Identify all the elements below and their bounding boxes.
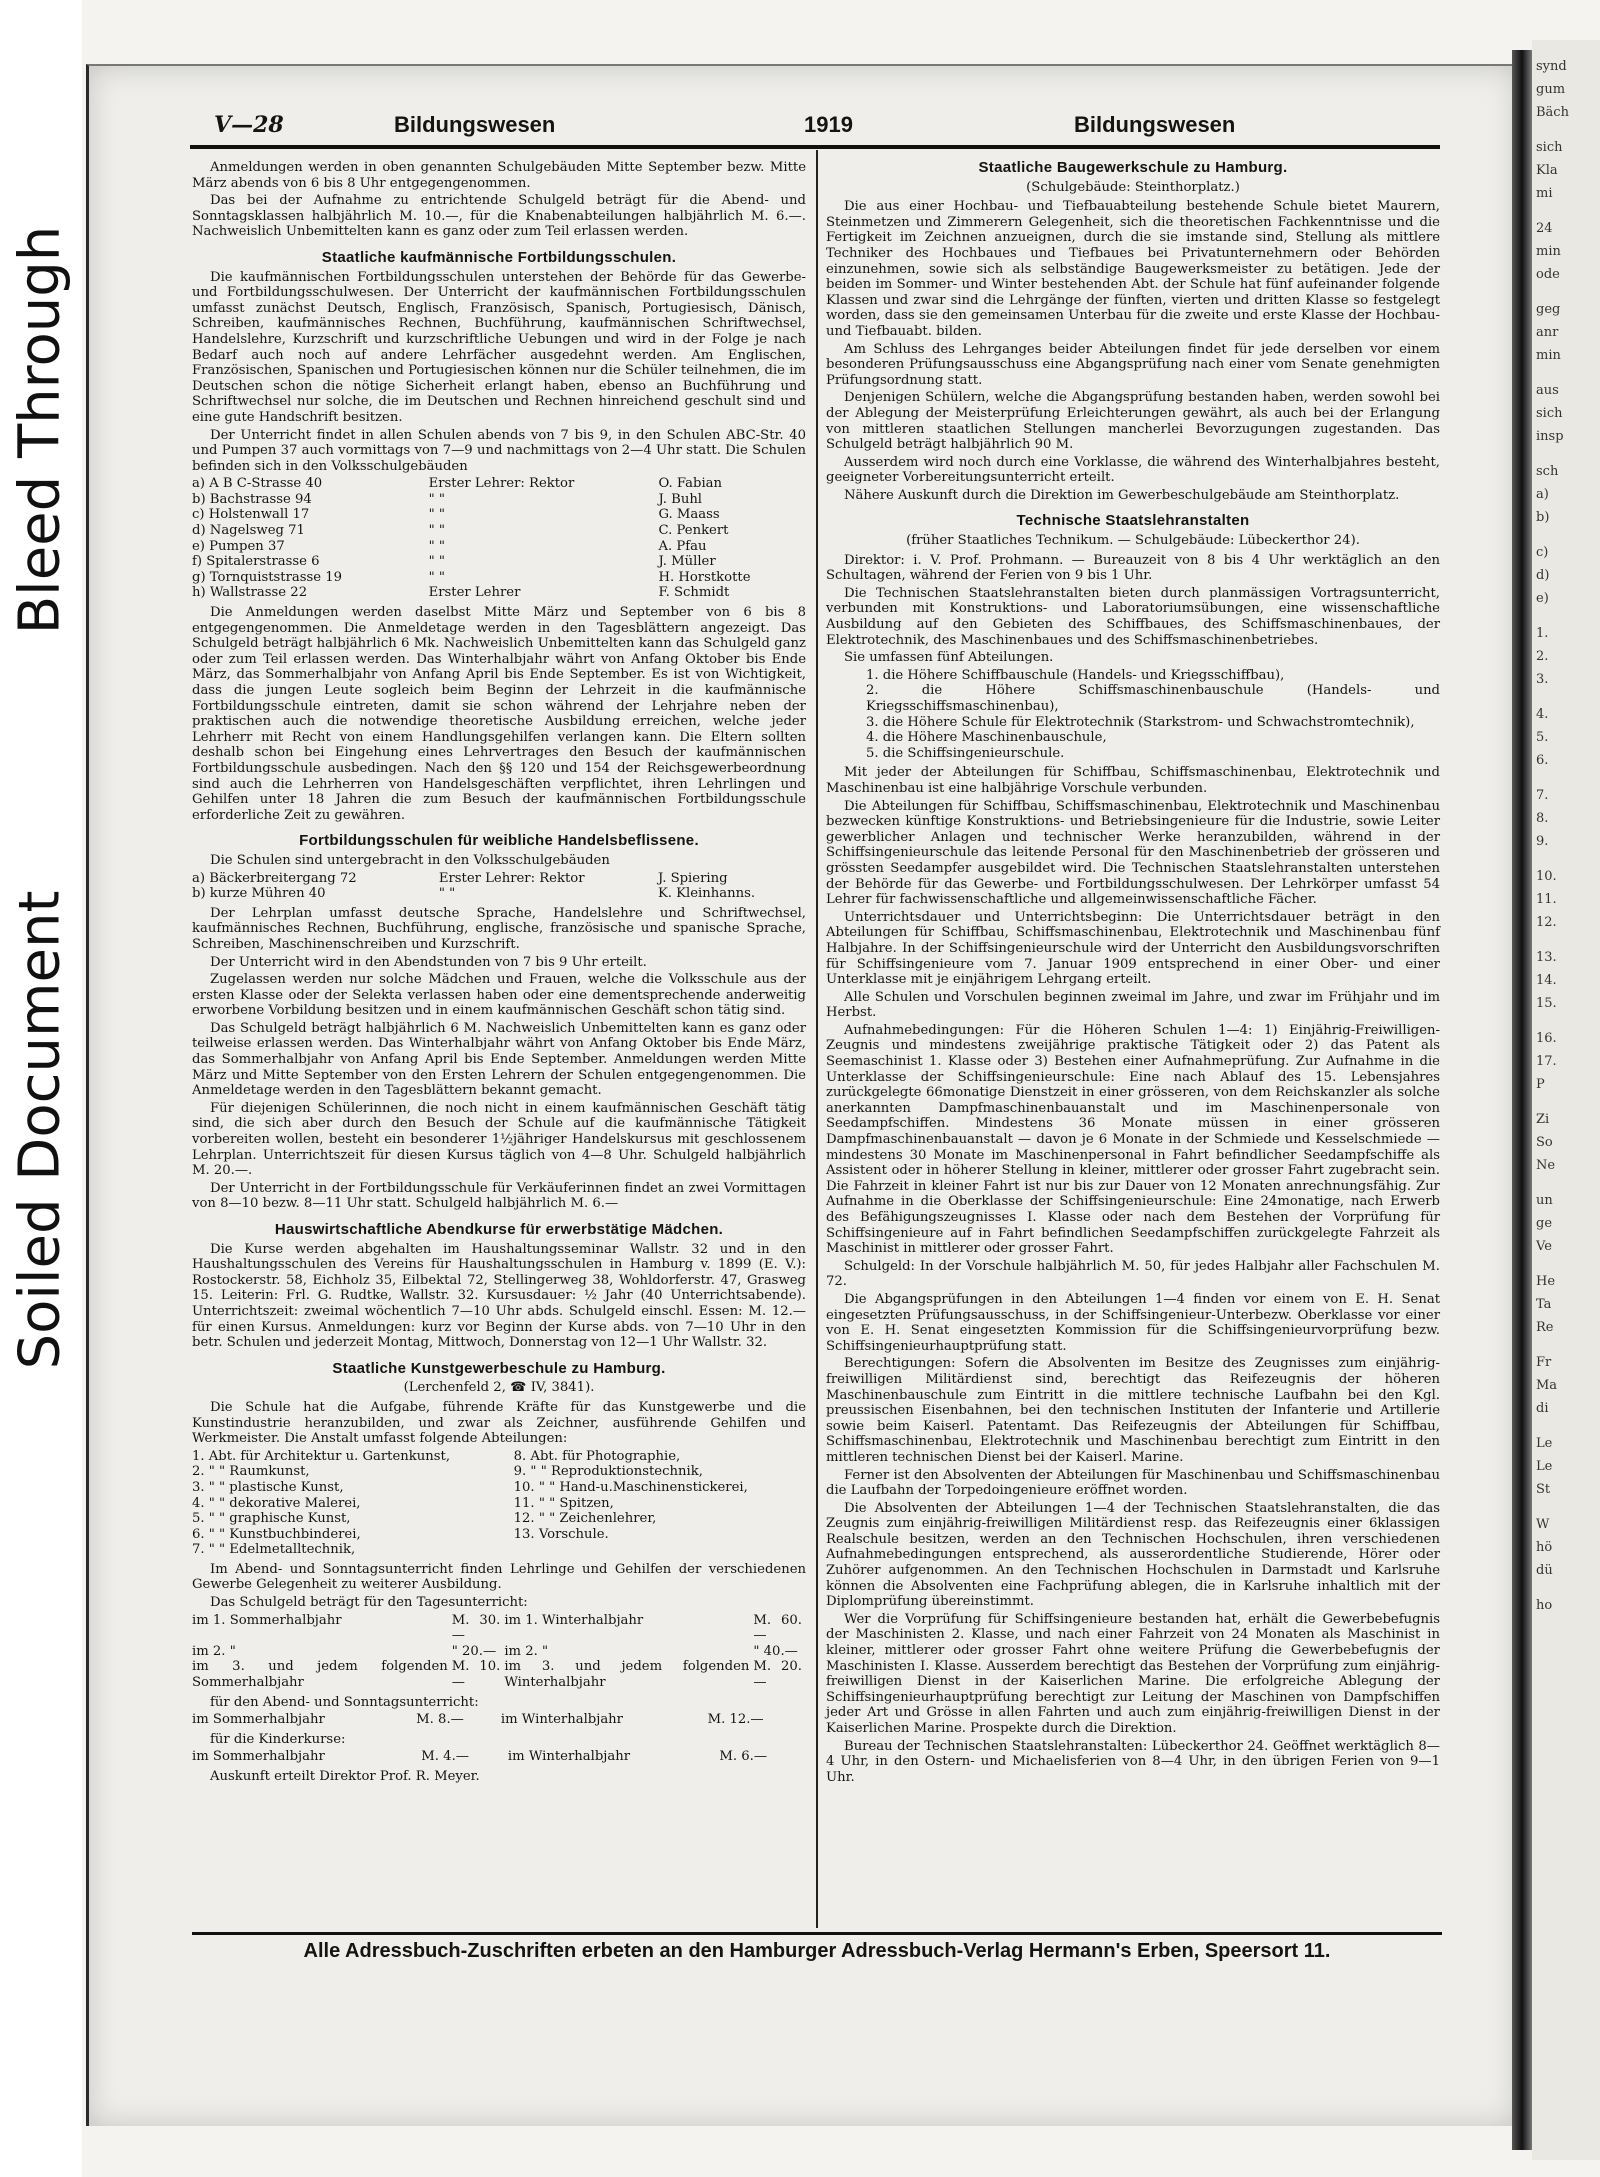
- table-cell: 1. Abt. für Architektur u. Gartenkunst,: [192, 1448, 451, 1464]
- section-title-hauswirtschaft: Hauswirtschaftliche Abendkurse für erwerbstätige Mädchen.: [274, 1221, 724, 1238]
- tech-paragraph: Ferner ist den Absolventen der Abteilungen für Maschinenbau und Schiffsmaschinenbau die Laufbahn der Torpedoingenieure eröffnet worden.: [826, 1467, 1440, 1499]
- stamp-bleed-through: Bleed Through: [7, 225, 73, 635]
- fees-kinder-title: für die Kinderkurse:: [210, 1731, 346, 1747]
- bleed-fragment: Ve: [1536, 1239, 1552, 1254]
- table-cell: 7. " " Edelmetalltechnik,: [192, 1542, 356, 1558]
- bleed-fragment: W: [1536, 1517, 1550, 1532]
- table-cell: b) kurze Mühren 40: [192, 886, 326, 902]
- table-row: [192, 1511, 806, 1527]
- table-cell: F. Schmidt: [658, 585, 730, 601]
- table-row: [192, 1464, 806, 1480]
- list-item: 2. die Höhere Schiffsmaschinenbauschule (Handels- und Kriegsschiffsmaschinenbau),: [866, 683, 1440, 714]
- bleed-fragment: ge: [1536, 1216, 1553, 1231]
- list-item: 4. die Höhere Maschinenbauschule,: [866, 730, 1107, 746]
- bleed-fragment: anr: [1536, 325, 1559, 340]
- tech-list-intro: Sie umfassen fünf Abteilungen.: [844, 650, 1054, 666]
- tech-paragraph: Alle Schulen und Vorschulen beginnen zweimal im Jahre, und zwar im Frühjahr und im Herbst.: [826, 989, 1440, 1021]
- margin-stamp: [0, 0, 82, 2177]
- tech-abteilungen-list: [866, 668, 1440, 762]
- school-list: [192, 476, 806, 601]
- table-cell: c) Holstenwall 17: [192, 507, 310, 523]
- bleed-fragment: 2.: [1536, 649, 1549, 664]
- kfm-paragraph: Die kaufmännischen Fortbildungsschulen unterstehen der Behörde für das Gewerbe- und Fortbildungsschulwesen. Der Unterricht der kaufmännischen Fortbildungsschulen umfasst zunächst Deutsch, Englisch, Französisch, Spanisch, Portugiesisch, Dänisch, Schreiben, kaufmännisches Rechnen, Buchführung, kaufmännischen Schriftwechsel, Handelslehre, Kurzschrift und kurzschriftliche Uebungen und wird in der Folge je nach Bedarf auch noch auf andere Lehrfächer ausgedehnt werden. Am Englischen, Französischen, Spanischen und Portugiesischen können nur die Schüler teilnehmen, die im Deutschen schon die nötige Sicherheit erlangt haben, ebenso an Buchführung und Schriftwechsel nur solche, die im Deutschen und Rechnen hinreichend geschult sind und eine gute Handschrift besitzen.: [192, 269, 806, 425]
- table-cell: " ": [438, 886, 456, 902]
- table-row: [192, 871, 806, 887]
- bleed-fragment: Le: [1536, 1459, 1553, 1474]
- bleed-fragment: min: [1536, 244, 1561, 259]
- table-cell: A. Pfau: [658, 538, 707, 554]
- bleed-through-neighbour-page: [1532, 40, 1600, 2160]
- bau-paragraph: Am Schluss des Lehrganges beider Abteilungen findet für jede derselben vor einem besonderen Prüfungsausschuss eine Abgangsprüfung nach einer vom Senate genehmigten Prüfungsordnung statt.: [826, 341, 1440, 388]
- table-cell: M. 10.—: [451, 1659, 501, 1691]
- bleed-fragment: dü: [1536, 1563, 1553, 1578]
- table-cell: 5. " " graphische Kunst,: [192, 1511, 351, 1527]
- bleed-fragment: 3.: [1536, 672, 1549, 687]
- table-row: [192, 1613, 806, 1644]
- weibl-paragraph: Der Lehrplan umfasst deutsche Sprache, Handelslehre und Schriftwechsel, kaufmännisches Rechnen, Buchführung, englische, französische und spanische Sprache, Schreiben, Maschinenschreiben und Kurzschrift.: [192, 905, 806, 952]
- table-cell: h) Wallstrasse 22: [192, 585, 308, 601]
- bleed-fragment: 11.: [1536, 892, 1557, 907]
- bleed-fragment: So: [1536, 1135, 1553, 1150]
- bleed-fragment: mi: [1536, 186, 1553, 201]
- table-row: [192, 1659, 806, 1690]
- bleed-fragment: c): [1536, 545, 1549, 560]
- table-cell: 6. " " Kunstbuchbinderei,: [192, 1526, 361, 1542]
- bleed-fragment: gum: [1536, 82, 1566, 97]
- bleed-fragment: ho: [1536, 1598, 1553, 1613]
- bleed-fragment: St: [1536, 1482, 1551, 1497]
- table-cell: d) Nagelsweg 71: [192, 523, 305, 539]
- table-cell: " ": [428, 554, 445, 570]
- section-title-baugewerk: Staatliche Baugewerkschule zu Hamburg.: [978, 159, 1288, 176]
- table-cell: im 1. Winterhalbjahr: [504, 1612, 644, 1628]
- fee-value: M. 6.—: [719, 1749, 768, 1765]
- page-number: V—28: [214, 112, 284, 138]
- page-fold: [1512, 50, 1532, 2150]
- section-title-technische: Technische Staatslehranstalten: [1016, 512, 1250, 530]
- fee-label: im Winterhalbjahr: [500, 1712, 623, 1728]
- weibl-paragraph: Der Unterricht in der Fortbildungsschule für Verkäuferinnen findet an zwei Vormittagen von 8—10 bezw. 8—11 Uhr statt. Schulgeld halbjährlich M. 6.—: [192, 1180, 806, 1212]
- weibl-paragraph: Für diejenigen Schülerinnen, die noch nicht in einem kaufmännischen Geschäft tätig sind, die sich aber durch den Besuch der Schule auf die kaufmännische Tätigkeit vorbereiten wollen, besteht ein besonderer 1½jähriger Handelskursus mit geschlossenem Lehrplan. Unterrichtszeit für diesen Kursus täglich von 4—8 Uhr. Schulgeld halbjährlich M. 20.—.: [192, 1100, 806, 1179]
- list-item: 3. die Höhere Schule für Elektrotechnik (Starkstrom- und Schwachstromtechnik),: [866, 714, 1415, 730]
- table-row: [192, 539, 806, 555]
- table-row: [192, 1644, 806, 1660]
- bleed-fragment: hö: [1536, 1540, 1553, 1555]
- table-cell: Erster Lehrer: Rektor: [438, 870, 585, 886]
- header-right-title: Bildungswesen: [1074, 112, 1236, 137]
- list-item: 1. die Höhere Schiffbauschule (Handels- und Kriegsschiffbau),: [866, 667, 1285, 683]
- table-cell: im 1. Sommerhalbjahr: [192, 1612, 342, 1628]
- table-cell: im 2. ": [504, 1643, 549, 1659]
- fee-value: M. 4.—: [421, 1749, 469, 1765]
- bleed-fragment: 15.: [1536, 996, 1557, 1011]
- bleed-fragment: sich: [1536, 406, 1563, 421]
- table-cell: im 3. und jedem folgenden Sommerhalbjahr: [192, 1659, 448, 1691]
- bleed-fragment: aus: [1536, 383, 1559, 398]
- footer-rule: [192, 1932, 1442, 1935]
- fee-label: im Winterhalbjahr: [507, 1749, 631, 1765]
- tech-paragraph: Berechtigungen: Sofern die Absolventen im Besitze des Zeugnisses zum einjährig-freiwilligen Militärdienst sind, berechtigt das Reifezeugnis der höheren Maschinenbauschule zum Eintritt in die mittlere technische Laufbahn bei den Kgl. preussischen Eisenbahnen, bei den technischen Instituten der Infanterie und Artillerie sowie beim Kaiserl. Patentamt. Das Reifezeugnis der Abteilungen für Schiffbau, Schiffsmaschinenbau, Elektrotechnik und Maschinenbau berechtigt zum Eintritt in den mittleren technischen Dienst bei der Kaiserl. Marine.: [826, 1356, 1440, 1465]
- weibl-paragraph: Zugelassen werden nur solche Mädchen und Frauen, welche die Volksschule aus der ersten Klasse oder der Selekta verlassen haben oder eine dementsprechende anderweitig erworbene Vorbildung besitzen und in einem kaufmännischen Geschäft schon tätig sind.: [192, 972, 806, 1019]
- bleed-fragment: He: [1536, 1274, 1556, 1289]
- table-row: [192, 1749, 806, 1765]
- table-row: [192, 1542, 806, 1558]
- table-row: [192, 492, 806, 508]
- header-rule: [190, 145, 1440, 149]
- bleed-fragment: 1.: [1536, 626, 1549, 641]
- table-cell: 4. " " dekorative Malerei,: [192, 1495, 361, 1511]
- table-row: [192, 886, 806, 902]
- table-cell: a) A B C-Strasse 40: [192, 476, 323, 492]
- tech-paragraph: Die Abteilungen für Schiffbau, Schiffsmaschinenbau, Elektrotechnik und Maschinenbau bezwecken künftige Konstruktions- und Betriebsingenieure für die Industrie, sowie Leiter gewerblicher Anlagen und technischer Werke heranzubilden, während in der Schiffsingenieurschule das leitende Personal für den Maschinenbetrieb der grösseren und grössten Seedampfer ausgebildet wird. Die Technischen Staatslehranstalten unterstehen der Behörde für das Gewerbe- und Fortbildungsschulwesen. Der Lehrkörper umfasst 54 Lehrer für fachwissenschaftliche und allgemeinwissenschaftliche Fächer.: [826, 798, 1440, 908]
- table-cell: C. Penkert: [658, 523, 729, 539]
- table-cell: " 40.—: [753, 1643, 798, 1659]
- kunst-subtitle: (Lerchenfeld 2, ☎ IV, 3841).: [403, 1380, 595, 1396]
- table-cell: 8. Abt. für Photographie,: [513, 1448, 681, 1464]
- table-cell: 9. " " Reproduktionstechnik,: [513, 1464, 703, 1480]
- tech-paragraph: Bureau der Technischen Staatslehranstalten: Lübeckerthor 24. Geöffnet werktäglich 8—4 Uhr, in den Ostern- und Michaelisferien von 8—4 Uhr, in den übrigen Ferien von 9—1 Uhr.: [826, 1738, 1440, 1785]
- bleed-fragment: 12.: [1536, 915, 1557, 930]
- fees-kinder-table: [192, 1749, 806, 1765]
- table-row: [192, 476, 806, 492]
- tech-subtitle: (früher Staatliches Technikum. — Schulgebäude: Lübeckerthor 24).: [906, 533, 1360, 549]
- bleed-fragment: 17.: [1536, 1054, 1557, 1069]
- table-cell: J. Müller: [658, 554, 716, 570]
- bleed-fragment: un: [1536, 1193, 1553, 1208]
- bleed-fragment: 10.: [1536, 869, 1557, 884]
- bleed-fragment: sich: [1536, 140, 1563, 155]
- table-row: [192, 1496, 806, 1512]
- table-row: [192, 523, 806, 539]
- table-row: [192, 554, 806, 570]
- bleed-fragment: Re: [1536, 1320, 1554, 1335]
- bleed-fragment: 13.: [1536, 950, 1557, 965]
- bleed-fragment: Fr: [1536, 1355, 1552, 1370]
- table-cell: G. Maass: [658, 507, 720, 523]
- bleed-fragment: synd: [1536, 59, 1567, 74]
- kfm-paragraph: Die Anmeldungen werden daselbst Mitte März und September von 6 bis 8 entgegengenommen. Die Anmeldetage werden in den Tagesblättern angezeigt. Das Schulgeld beträgt halbjährlich 6 Mk. Nachweislich Unbemittelten kann das Schulgeld ganz oder zum Teil erlassen werden. Das Winterhalbjahr währt von Anfang Oktober bis Ende März, das Sommerhalbjahr von Anfang April bis Ende September. Es ist von Wichtigkeit, dass die jungen Leute sogleich beim Beginn der Lehrzeit in die kaufmännische Fortbildungsschule eintreten, damit sie schon während der Lehrjahre neben der praktischen auch die notwendige theoretische Ausbildung erreichen, welche jeder Lehrherr mit Recht von einem Handlungsgehilfen verlangen kann. Die Eltern sollten deshalb schon bei Eingehung eines Lehrvertrages den Besuch der kaufmännischen Fortbildungsschule ausbedingen. Nach den §§ 120 und 154 der Reichsgewerbeordnung sind auch die Lehrherren von Handelsgeschäften verpflichtet, ihren Lehrlingen und Gehilfen unter 18 Jahren die zum Besuch der kaufmännischen Fortbildungsschule erforderliche Zeit zu gewähren.: [192, 605, 806, 823]
- table-cell: " ": [428, 507, 445, 523]
- bau-paragraph: Nähere Auskunft durch die Direktion im Gewerbeschulgebäude am Steinthorplatz.: [844, 487, 1400, 503]
- section-title-weiblich: Fortbildungsschulen für weibliche Handelsbeflissene.: [299, 832, 699, 850]
- fees-abend-title: für den Abend- und Sonntagsunterricht:: [210, 1694, 479, 1710]
- table-cell: M. 60.—: [753, 1612, 802, 1644]
- bleed-fragment: 6.: [1536, 753, 1549, 768]
- table-cell: M. 20.—: [753, 1659, 802, 1691]
- bleed-fragment: Kla: [1536, 163, 1558, 178]
- left-column: [192, 160, 806, 1787]
- table-cell: 2. " " Raumkunst,: [192, 1464, 310, 1480]
- bleed-fragment: e): [1536, 591, 1549, 606]
- table-cell: im 3. und jedem folgenden Winterhalbjahr: [504, 1659, 750, 1691]
- tech-paragraph: Wer die Vorprüfung für Schiffsingenieure bestanden hat, erhält die Gewerbebefugnis der Maschinisten 2. Klasse, und nach einer Fahrzeit von 24 Monaten als Maschinist in kleiner, mittlerer oder grosser Fahrt ohne weitere Prüfung die Gewerbebefugnis der Maschinisten I. Klasse. Ausserdem berechtigt das Bestehen der Vorprüfung zum einjährig-freiwilligen Dienst in der Kaiserlichen Marine. Die erfolgreiche Ablegung der Schiffsingenieurhauptprüfung berechtigt zur Leitung der Maschinen von Dampfschiffen jeder Art und Grösse in allen Fahrten und auch zum einjährig-freiwilligen Dienst in der Kaiserlichen Marine. Prospekte durch die Direktion.: [826, 1611, 1440, 1736]
- table-cell: " ": [428, 569, 445, 585]
- table-cell: J. Spiering: [657, 870, 728, 886]
- intro-paragraph: Das bei der Aufnahme zu entrichtende Schulgeld beträgt für die Abend- und Sonntagsklassen halbjährlich M. 10.—, für die Knabenabteilungen halbjährlich M. 6.—. Nachweislich Unbemittelten kann es ganz oder zum Teil erlassen werden.: [192, 193, 806, 240]
- table-row: [192, 570, 806, 586]
- bleed-fragment: 14.: [1536, 973, 1557, 988]
- table-cell: 13. Vorschule.: [513, 1526, 609, 1542]
- table-row: [192, 507, 806, 523]
- bleed-fragment: Ne: [1536, 1158, 1556, 1173]
- bau-paragraph: Denjenigen Schülern, welche die Abgangsprüfung bestanden haben, werden sowohl bei der Ablegung der Meisterprüfung Erleichterungen gewährt, als auch bei der Erlangung von mittleren staatlichen Stellungen mancherlei Bevorzugungen zugestanden. Das Schulgeld beträgt halbjährlich 90 M.: [826, 390, 1440, 453]
- bau-subtitle: (Schulgebäude: Steinthorplatz.): [1026, 179, 1240, 195]
- table-cell: f) Spitalerstrasse 6: [192, 554, 320, 570]
- table-cell: 11. " " Spitzen,: [513, 1495, 614, 1511]
- bleed-fragment: di: [1536, 1401, 1549, 1416]
- bleed-fragment: Ma: [1536, 1378, 1558, 1393]
- section-title-kunstgewerbe: Staatliche Kunstgewerbeschule zu Hamburg.: [332, 1359, 666, 1377]
- tech-paragraph: Aufnahmebedingungen: Für die Höheren Schulen 1—4: 1) Einjährig-Freiwilligen-Zeugnis und mindestens zweijährige praktische Tätigkeit oder 2) das Patent als Seemaschinist 1. Klasse oder 3) Bestehen einer Aufnahmeprüfung. Zur Aufnahme in die Unterklasse der Schiffsingenieurschule: Eine nach Ablauf des 15. Lebensjahres zurückgelegte 66monatige Dienstzeit in einer grösseren, von dem Reichskanzler als solche anerkannten Dampfmaschinenbauanstalt und im Maschinenpersonale von Seedampfschiffen. Mindestens 36 Monate müssen in einer grösseren Dampfmaschinenbauanstalt — davon je 6 Monate in der Schmiede und Kesselschmiede — mindestens 30 Monate im Maschinenpersonal in Fahrt befindlicher Seedampfschiffe als Assistent oder in höherer Stellung in kleiner, mittlerer oder grosser Fahrt zugebracht sein. Die Fahrzeit in kleiner Fahrt ist nur bis zur Dauer von 12 Monaten anrechnungsfähig. Zur Aufnahme in die Oberklasse der Schiffsingenieurschule: Eine 24monatige, nach Erwerb des Befähigungszeugnisses I. Klasse oder nach dem Bestehen der Vorprüfung für Schiffsingenieure auf in Fahrt befindlichen Seedampfschiffen zurückgelegte Fahrzeit als Maschinist in mittlerer oder grosser Fahrt.: [826, 1022, 1440, 1257]
- kunst-paragraph: Die Schule hat die Aufgabe, führende Kräfte für das Kunstgewerbe und die Kunstindustrie heranzubilden, und zwar als Zeichner, ausführende Gehilfen und Werkmeister. Die Anstalt umfasst folgende Abteilungen:: [192, 1399, 806, 1447]
- bleed-fragment: insp: [1536, 429, 1564, 444]
- fee-value: M. 8.—: [416, 1712, 464, 1728]
- bleed-fragment: Bäch: [1536, 105, 1569, 120]
- header-left-title: Bildungswesen: [394, 112, 556, 137]
- tech-paragraph: Die Abgangsprüfungen in den Abteilungen 1—4 finden vor einem von E. H. Senat eingesetzten Prüfungsausschuss, in der Schiffsingenieur-Unterbezw. Oberklasse vor einer von E. H. Senat eingesetzten Kommission für die Schiffsingenieurvorprüfung bezw. Schiffsingenieurhauptprüfung statt.: [826, 1291, 1440, 1354]
- bau-paragraph: Die aus einer Hochbau- und Tiefbauabteilung bestehende Schule bietet Maurern, Steinmetzen und Zimmerern Gelegenheit, sich die theoretischen Fachkenntnisse und die Fertigkeit im Zeichnen anzueignen, durch die sie imstande sind, Stellung als mittlere Techniker des Hochbaues und Tiefbaues bei Privatunternehmern oder Behörden einzunehmen, sowie sich als selbständige Baugewerksmeister zu betätigen. Jede der beiden im Sommer- und Winter bestehenden Abt. der Schule hat fünf aufeinander folgende Klassen und zwar sind die Lehrgänge der fünften, vierten und dritten Klasse so festgelegt worden, dass sie den gemeinsamen Unterbau für die zweite und erste Klasse der Hochbau- und Tiefbauabt. bilden.: [826, 199, 1440, 339]
- page-footer: Alle Adressbuch-Zuschriften erbeten an den Hamburger Adressbuch-Verlag Hermann's Erben, Speersort 11.: [303, 1940, 1331, 1962]
- table-cell: e) Pumpen 37: [192, 538, 285, 554]
- table-cell: Erster Lehrer: Rektor: [428, 476, 575, 492]
- bleed-fragment: P: [1536, 1077, 1545, 1092]
- table-row: [192, 585, 806, 601]
- fees-title: Das Schulgeld beträgt für den Tagesunterricht:: [210, 1595, 528, 1611]
- weibl-subtitle: Die Schulen sind untergebracht in den Volksschulgebäuden: [210, 852, 610, 868]
- table-cell: 10. " " Hand-u.Maschinenstickerei,: [513, 1479, 748, 1495]
- table-row: [192, 1449, 806, 1465]
- table-cell: [514, 1542, 806, 1558]
- tech-paragraph: Die Absolventen der Abteilungen 1—4 der Technischen Staatslehranstalten, die das Zeugnis zum einjährig-freiwilligen Militärdienst resp. das Reifezeugnis einer 6klassigen Realschule besitzen, werden an den Technischen Hochschulen, ihren verschiedenen Aufnahmebedingungen entsprechend, als ausserordentliche Studierende, Hörer oder Zuhörer aufgenommen. An den Technischen Hochschulen in Darmstadt und Karlsruhe können die Absolventen eine Fachprüfung ablegen, die in Karlsruhe inhaltlich mit der Diplomprüfung übereinstimmt.: [826, 1500, 1440, 1610]
- haus-paragraph: Die Kurse werden abgehalten im Haushaltungsseminar Wallstr. 32 und in den Haushaltungsschulen des Vereins für Haushaltungsschulen in Hamburg v. 1899 (E. V.): Rostockerstr. 58, Eichholz 35, Eilbektal 72, Stellingerweg 38, Wohldorferstr. 47, Grasweg 15. Leiterin: Frl. G. Rudtke, Wallstr. 32. Kursusdauer: ½ Jahr (40 Unterrichtsabende). Unterrichtszeit: zweimal wöchentlich 7—10 Uhr abds. Schulgeld einschl. Essen: M. 12.— für einen Kursus. Anmeldungen: kurz vor Beginn der Kurse abds. von 7—10 Uhr in den betr. Schulen und jederzeit Montag, Mittwoch, Donnerstag von 12—1 Uhr Wallstr. 32.: [192, 1241, 806, 1351]
- bleed-fragment: min: [1536, 348, 1561, 363]
- table-cell: M. 30.—: [451, 1612, 501, 1644]
- bleed-fragment: 7.: [1536, 788, 1549, 803]
- table-row: [192, 1527, 806, 1543]
- table-cell: J. Buhl: [658, 491, 703, 507]
- tech-paragraph: Mit jeder der Abteilungen für Schiffbau, Schiffsmaschinenbau, Elektrotechnik und Maschinenbau ist eine halbjährige Vorschule verbunden.: [826, 765, 1440, 796]
- bleed-fragment: geg: [1536, 302, 1561, 317]
- fees-table: [192, 1613, 806, 1691]
- bleed-fragment: 9.: [1536, 834, 1549, 849]
- bleed-fragment: 4.: [1536, 707, 1549, 722]
- page-header: [124, 112, 1444, 142]
- bleed-fragment: 8.: [1536, 811, 1549, 826]
- weibl-paragraph: Der Unterricht wird in den Abendstunden von 7 bis 9 Uhr erteilt.: [210, 954, 647, 970]
- table-cell: H. Horstkotte: [658, 569, 751, 585]
- kunst-auskunft: Auskunft erteilt Direktor Prof. R. Meyer.: [210, 1769, 480, 1784]
- bleed-fragment: Le: [1536, 1436, 1553, 1451]
- table-cell: g) Tornquiststrasse 19: [192, 569, 343, 585]
- table-cell: 12. " " Zeichenlehrer,: [513, 1511, 657, 1527]
- fees-abend-table: [192, 1712, 806, 1728]
- table-cell: a) Bäckerbreitergang 72: [192, 870, 357, 886]
- fee-value: M. 12.—: [707, 1712, 764, 1728]
- table-cell: O. Fabian: [658, 476, 723, 492]
- abteilungen-list: [192, 1449, 806, 1558]
- bleed-fragment: a): [1536, 487, 1549, 502]
- tech-paragraph: Schulgeld: In der Vorschule halbjährlich M. 50, für jedes Halbjahr aller Fachschulen M. 72.: [826, 1258, 1440, 1290]
- section-title-kaufmaennisch: Staatliche kaufmännische Fortbildungsschulen.: [321, 248, 677, 266]
- table-cell: Erster Lehrer: [428, 585, 521, 601]
- bleed-fragment: sch: [1536, 464, 1559, 479]
- table-cell: " 20.—: [451, 1643, 497, 1659]
- list-item: 5. die Schiffsingenieurschule.: [866, 745, 1065, 761]
- table-cell: im 2. ": [192, 1643, 236, 1659]
- bleed-fragment: d): [1536, 568, 1550, 583]
- table-cell: " ": [428, 523, 445, 539]
- tech-paragraph: Die Technischen Staatslehranstalten bieten durch planmässigen Vortragsunterricht, verbunden mit Konstruktions- und Laboratoriumsübungen, eine wissenschaftliche Ausbildung auf den Gebieten des Schiffbaues, des Schiffsmaschinenbaues, der Elektrotechnik, des Maschinenbaues und des Schiffsmaschinenbetriebes.: [826, 585, 1440, 648]
- bau-paragraph: Ausserdem wird noch durch eine Vorklasse, die während des Winterhalbjahres besteht, geeigneter Vorbereitungsunterricht erteilt.: [826, 454, 1440, 486]
- table-cell: b) Bachstrasse 94: [192, 491, 312, 507]
- table-row: [192, 1480, 806, 1496]
- weibl-school-list: [192, 871, 806, 902]
- fee-label: im Sommerhalbjahr: [192, 1749, 325, 1765]
- fee-label: im Sommerhalbjahr: [192, 1712, 325, 1728]
- bleed-fragment: 5.: [1536, 730, 1549, 745]
- table-cell: " ": [428, 491, 445, 507]
- right-column: [826, 160, 1440, 1787]
- bleed-fragment: Zi: [1536, 1112, 1550, 1127]
- kfm-paragraph: Der Unterricht findet in allen Schulen abends von 7 bis 9, in den Schulen ABC-Str. 40 und Pumpen 37 auch vormittags von 7—9 und nachmittags von 2—4 Uhr statt. Die Schulen befinden sich in den Volksschulgebäuden: [192, 427, 806, 474]
- bleed-fragment: b): [1536, 510, 1550, 525]
- bleed-fragment: 24: [1536, 221, 1553, 236]
- table-cell: K. Kleinhanns.: [657, 886, 756, 902]
- bleed-fragment: Ta: [1536, 1297, 1552, 1312]
- table-cell: " ": [428, 538, 445, 554]
- intro-paragraph: Anmeldungen werden in oben genannten Schulgebäuden Mitte September bezw. Mitte März abends von 6 bis 8 Uhr entgegengenommen.: [192, 160, 806, 191]
- tech-direktor: Direktor: i. V. Prof. Prohmann. — Bureauzeit von 8 bis 4 Uhr werktäglich an den Schultagen, während der Ferien von 9 bis 1 Uhr.: [826, 552, 1440, 584]
- stamp-soiled-document: Soiled Document: [7, 890, 73, 1370]
- tech-paragraph: Unterrichtsdauer und Unterrichtsbeginn: Die Unterrichtsdauer beträgt in den Abteilungen für Schiffbau, Schiffsmaschinenbau, Elektrotechnik und Maschinenbau fünf Halbjahre. In der Schiffsingenieurschule wird der Unterricht den Ausbildungsvorschriften für Schiffsingenieure vom 7. Januar 1909 entsprechend in einer Ober- und einer Unterklasse mit je einjährigem Lehrgang erteilt.: [826, 909, 1440, 988]
- header-year: 1919: [804, 112, 853, 137]
- table-row: [192, 1712, 806, 1728]
- bleed-fragment: ode: [1536, 267, 1560, 282]
- bleed-fragment: 16.: [1536, 1031, 1557, 1046]
- column-divider: [816, 150, 818, 1928]
- table-cell: 3. " " plastische Kunst,: [192, 1479, 344, 1495]
- kunst-paragraph: Im Abend- und Sonntagsunterricht finden Lehrlinge und Gehilfen der verschiedenen Gewerbe Gelegenheit zu weiterer Ausbildung.: [192, 1561, 806, 1593]
- weibl-paragraph: Das Schulgeld beträgt halbjährlich 6 M. Nachweislich Unbemittelten kann es ganz oder teilweise erlassen werden. Das Winterhalbjahr währt von Anfang Oktober bis Ende März, das Sommerhalbjahr von Anfang April bis Ende September. Anmeldungen werden Mitte März und Mitte September von den Ersten Lehrern der Schulen entgegengenommen. Die Anmeldetage werden in den Tagesblättern bekannt gemacht.: [192, 1020, 806, 1099]
